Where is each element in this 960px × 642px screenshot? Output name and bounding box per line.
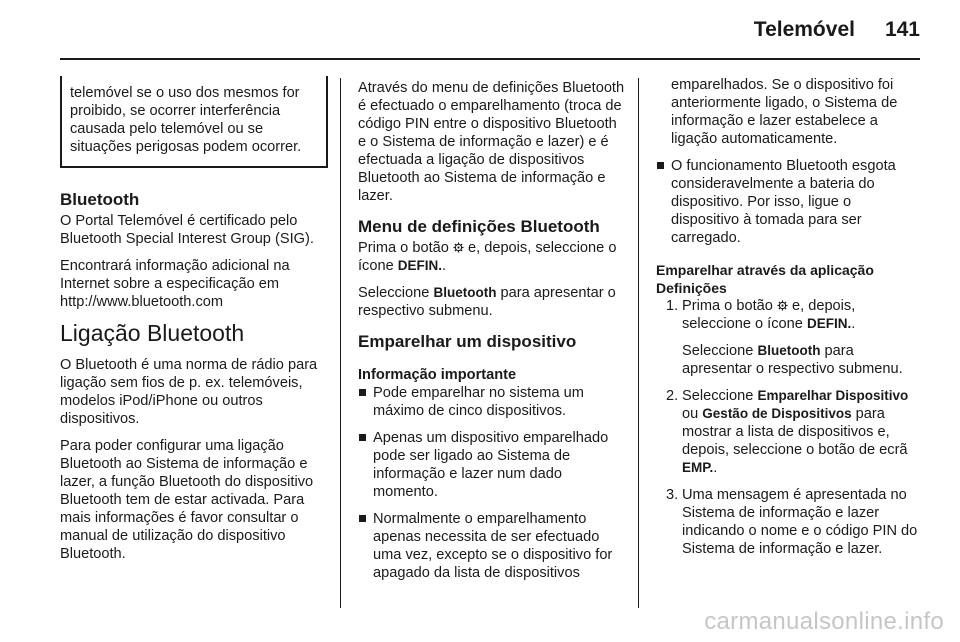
warning-box bbox=[60, 76, 328, 168]
step2-pre: Seleccione bbox=[682, 388, 754, 404]
page-header bbox=[60, 18, 920, 62]
page-number: 141 bbox=[884, 18, 920, 41]
menu-p1-mid: e, depois, seleccione o ícone bbox=[358, 240, 617, 274]
ligacao-heading: Ligação Bluetooth bbox=[60, 320, 245, 346]
step-number: 2. bbox=[666, 388, 679, 404]
square-bullet-icon bbox=[359, 434, 366, 441]
step2-post: para mostrar a lista de dispositivos e, depois, seleccione o botão de ecrã bbox=[682, 406, 908, 458]
bluetooth-keyword: Bluetooth bbox=[433, 285, 497, 300]
header-title: Telemóvel bbox=[753, 18, 855, 41]
step1b-paragraph bbox=[682, 342, 922, 378]
battery-bullet-list bbox=[656, 157, 922, 247]
step-item bbox=[656, 387, 922, 477]
pair-device-keyword: Emparelhar Dispositivo bbox=[757, 388, 909, 403]
step-number: 1. bbox=[666, 298, 679, 314]
list-item bbox=[656, 157, 922, 247]
continued-paragraph: emparelhados. Se o dispositivo foi anteriormente ligado, o Sistema de informação e lazer estabelece a ligação automaticamente. bbox=[671, 77, 898, 147]
menu-p1-post: . bbox=[442, 258, 447, 274]
steps-list bbox=[656, 297, 922, 558]
bluetooth-paragraph-1: O Portal Telemóvel é certificado pelo Bluetooth Special Interest Group (SIG). bbox=[60, 213, 314, 247]
manage-devices-keyword: Gestão de Dispositivos bbox=[702, 406, 852, 421]
menu-p2-post: para apresentar o respectivo submenu. bbox=[358, 285, 616, 319]
step1-mid: e, depois, seleccione o ícone bbox=[682, 298, 856, 332]
step1b-post: para apresentar o respectivo submenu. bbox=[682, 343, 903, 377]
ligacao-paragraph-1: O Bluetooth é uma norma de rádio para ligação sem fios de p. ex. telemóveis, modelos iPod/iPhone ou outros dispositivos. bbox=[60, 357, 318, 427]
step1b-pre: Seleccione bbox=[682, 343, 754, 359]
pair-heading: Emparelhar um dispositivo bbox=[358, 332, 577, 351]
list-item bbox=[358, 510, 628, 582]
square-bullet-icon bbox=[359, 515, 366, 522]
header-text bbox=[754, 18, 920, 42]
column-2 bbox=[358, 79, 628, 591]
step2-or: ou bbox=[682, 406, 699, 422]
menu-p2-pre: Seleccione bbox=[358, 285, 430, 301]
column-3 bbox=[656, 76, 922, 567]
step-number: 3. bbox=[666, 487, 679, 503]
menu-paragraph-2 bbox=[358, 284, 628, 320]
menu-heading: Menu de definições Bluetooth bbox=[358, 217, 600, 236]
menu-paragraph-1 bbox=[358, 239, 628, 275]
step3-text: Uma mensagem é apresentada no Sistema de informação e lazer indicando o nome e o código PIN do Sistema de informação e lazer. bbox=[682, 487, 918, 557]
square-bullet-icon bbox=[359, 389, 366, 396]
bluetooth-paragraph-2: Encontrará informação adicional na Internet sobre a especificação em http://www.bluetooth.com bbox=[60, 258, 290, 310]
column-1 bbox=[60, 76, 328, 572]
square-bullet-icon bbox=[657, 162, 664, 169]
column-divider-1 bbox=[340, 78, 341, 608]
ligacao-paragraph-2: Para poder configurar uma ligação Bluetooth ao Sistema de informação e lazer, a função Bluetooth do dispositivo Bluetooth tem de estar activada. Para mais informações é favor consultar o manual de utilização do dispositivo Bluetooth. bbox=[60, 438, 314, 562]
gear-icon bbox=[453, 242, 464, 253]
bluetooth-keyword: Bluetooth bbox=[757, 343, 821, 358]
watermark: carmanualsonline.info bbox=[704, 608, 944, 635]
list-item bbox=[358, 429, 628, 501]
bullet-text: Apenas um dispositivo emparelhado pode ser ligado ao Sistema de informação e lazer num dado momento. bbox=[373, 430, 609, 500]
defin-keyword: DEFIN. bbox=[806, 316, 852, 331]
intro-paragraph: Através do menu de definições Bluetooth é efectuado o emparelhamento (troca de código PIN entre o dispositivo Bluetooth e o Sistema de informação e lazer) e é efectuada a ligação de dispositivos Bluetooth ao Sistema de informação e lazer. bbox=[358, 80, 625, 204]
column-divider-2 bbox=[638, 78, 639, 608]
step1-paragraph bbox=[682, 297, 922, 333]
bullet-text: Normalmente o emparelhamento apenas necessita de ser efectuado uma vez, excepto se o dispositivo for apagado da lista de dispositivos bbox=[373, 511, 613, 581]
emp-keyword: EMP. bbox=[682, 460, 714, 475]
defin-keyword: DEFIN. bbox=[397, 258, 443, 273]
list-item bbox=[358, 384, 628, 420]
info-bullet-list bbox=[358, 384, 628, 582]
app-pairing-heading: Emparelhar através da aplicação Definições bbox=[656, 262, 874, 296]
step-item bbox=[656, 297, 922, 378]
info-heading: Informação importante bbox=[358, 367, 517, 383]
header-rule bbox=[60, 58, 920, 60]
gear-icon bbox=[777, 300, 788, 311]
step2-end: . bbox=[713, 460, 718, 476]
bluetooth-heading: Bluetooth bbox=[60, 190, 140, 209]
bullet-text: O funcionamento Bluetooth esgota consideravelmente a bateria do dispositivo. Por isso, ligue o dispositivo à tomada para ser carregado. bbox=[671, 158, 896, 246]
menu-p1-pre: Prima o botão bbox=[358, 240, 449, 256]
step1-pre: Prima o botão bbox=[682, 298, 773, 314]
bullet-text: Pode emparelhar no sistema um máximo de cinco dispositivos. bbox=[373, 385, 584, 419]
step1-post: . bbox=[851, 316, 856, 332]
warning-text: telemóvel se o uso dos mesmos for proibido, se ocorrer interferência causada pelo telemóvel ou se situações perigosas podem ocorrer. bbox=[70, 85, 302, 155]
step-item bbox=[656, 486, 922, 558]
